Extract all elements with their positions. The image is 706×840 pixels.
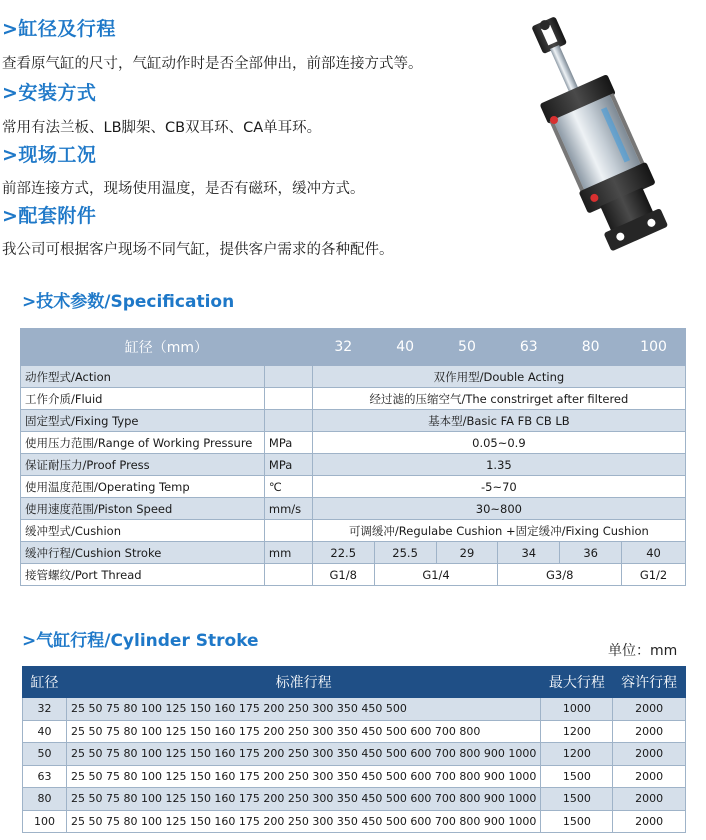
spec-table	[20, 328, 686, 586]
port-thread-100: G1/2	[622, 564, 686, 586]
section-conditions-title: >现场工况	[2, 144, 97, 166]
stroke-max: 1200	[541, 743, 613, 766]
spec-row-unit: mm	[264, 542, 312, 564]
spec-row-fixing-type	[21, 410, 686, 432]
stroke-standard: 25 50 75 80 100 125 150 160 175 200 250 300 350 450 500 600 700 800 900 1000	[66, 743, 540, 766]
spec-row-port-thread	[21, 564, 686, 586]
spec-row-value: -5~70	[312, 476, 685, 498]
spec-row-value: 基本型/Basic FA FB CB LB	[312, 410, 685, 432]
spec-row-label: 使用压力范围/Range of Working Pressure	[21, 432, 265, 454]
spec-row-label: 动作型式/Action	[21, 366, 265, 388]
stroke-max: 1200	[541, 720, 613, 743]
cushion-stroke-50: 29	[436, 542, 498, 564]
unit-note: 单位：mm	[608, 643, 678, 659]
stroke-bore: 32	[23, 698, 67, 721]
spec-row-label: 缓冲型式/Cushion	[21, 520, 265, 542]
stroke-standard: 25 50 75 80 100 125 150 160 175 200 250 300 350 450 500 600 700 800	[66, 720, 540, 743]
cushion-stroke-100: 40	[622, 542, 686, 564]
spec-row-unit: mm/s	[264, 498, 312, 520]
stroke-header-standard: 标准行程	[66, 667, 540, 698]
cushion-stroke-40: 25.5	[374, 542, 436, 564]
spec-row-label: 工作介质/Fluid	[21, 388, 265, 410]
spec-row-value: 可调缓冲/Regulabe Cushion +固定缓冲/Fixing Cushion	[312, 520, 685, 542]
table-row	[23, 765, 686, 788]
table-row	[23, 788, 686, 811]
cushion-stroke-80: 36	[560, 542, 622, 564]
spec-row-unit: MPa	[264, 432, 312, 454]
spec-row-unit	[264, 366, 312, 388]
stroke-allowed: 2000	[613, 765, 686, 788]
section-bore-stroke-text: 查看原气缸的尺寸，气缸动作时是否全部伸出，前部连接方式等。	[2, 56, 423, 72]
spec-row-unit: ℃	[264, 476, 312, 498]
spec-bore-63: 63	[498, 329, 560, 366]
section-accessories-title: >配套附件	[2, 205, 97, 227]
stroke-allowed: 2000	[613, 810, 686, 833]
section-mounting-title: >安装方式	[2, 82, 97, 104]
spec-bore-32: 32	[312, 329, 374, 366]
stroke-header-row	[23, 667, 686, 698]
spec-row-unit	[264, 520, 312, 542]
section-accessories-text: 我公司可根据客户现场不同气缸，提供客户需求的各种配件。	[2, 242, 394, 258]
spec-row-cushion-stroke	[21, 542, 686, 564]
stroke-allowed: 2000	[613, 788, 686, 811]
port-thread-32: G1/8	[312, 564, 374, 586]
spec-row-unit	[264, 388, 312, 410]
section-mounting-text: 常用有法兰板、LB脚架、CB双耳环、CA单耳环。	[2, 120, 322, 136]
table-row	[23, 720, 686, 743]
spec-row-value: 30~800	[312, 498, 685, 520]
stroke-header-bore: 缸径	[23, 667, 67, 698]
stroke-max: 1500	[541, 810, 613, 833]
spec-row-operating-temp	[21, 476, 686, 498]
table-row	[23, 743, 686, 766]
stroke-max: 1500	[541, 788, 613, 811]
stroke-bore: 100	[23, 810, 67, 833]
spec-row-value: 经过滤的压缩空气/The constrirget after filtered	[312, 388, 685, 410]
stroke-bore: 80	[23, 788, 67, 811]
spec-row-value: 双作用型/Double Acting	[312, 366, 685, 388]
spec-row-piston-speed	[21, 498, 686, 520]
spec-row-working-pressure	[21, 432, 686, 454]
spec-row-unit	[264, 410, 312, 432]
spec-row-action	[21, 366, 686, 388]
spec-row-unit	[264, 564, 312, 586]
spec-heading: >技术参数/Specification	[22, 292, 235, 312]
section-bore-stroke-title: >缸径及行程	[2, 18, 116, 40]
stroke-heading: >气缸行程/Cylinder Stroke	[22, 631, 259, 651]
section-conditions-text: 前部连接方式，现场使用温度，是否有磁环，缓冲方式。	[2, 181, 365, 197]
stroke-standard: 25 50 75 80 100 125 150 160 175 200 250 300 350 450 500	[66, 698, 540, 721]
stroke-allowed: 2000	[613, 698, 686, 721]
spec-row-label: 使用温度范围/Operating Temp	[21, 476, 265, 498]
spec-row-label: 接管螺纹/Port Thread	[21, 564, 265, 586]
port-thread-40-50: G1/4	[374, 564, 498, 586]
cushion-stroke-32: 22.5	[312, 542, 374, 564]
spec-header-row	[21, 329, 686, 366]
stroke-header-allowed: 容许行程	[613, 667, 686, 698]
spec-bore-80: 80	[560, 329, 622, 366]
spec-row-fluid	[21, 388, 686, 410]
port-thread-63-80: G3/8	[498, 564, 622, 586]
stroke-standard: 25 50 75 80 100 125 150 160 175 200 250 300 350 450 500 600 700 800 900 1000	[66, 788, 540, 811]
spec-row-label: 固定型式/Fixing Type	[21, 410, 265, 432]
stroke-standard: 25 50 75 80 100 125 150 160 175 200 250 300 350 450 500 600 700 800 900 1000	[66, 810, 540, 833]
stroke-allowed: 2000	[613, 743, 686, 766]
stroke-standard: 25 50 75 80 100 125 150 160 175 200 250 300 350 450 500 600 700 800 900 1000	[66, 765, 540, 788]
stroke-bore: 63	[23, 765, 67, 788]
spec-row-label: 使用速度范围/Piston Speed	[21, 498, 265, 520]
stroke-table	[22, 666, 686, 833]
spec-row-proof-press	[21, 454, 686, 476]
stroke-allowed: 2000	[613, 720, 686, 743]
spec-bore-40: 40	[374, 329, 436, 366]
spec-bore-100: 100	[622, 329, 686, 366]
spec-bore-50: 50	[436, 329, 498, 366]
table-row	[23, 698, 686, 721]
pneumatic-cylinder-illustration	[510, 8, 680, 258]
spec-row-cushion	[21, 520, 686, 542]
stroke-max: 1000	[541, 698, 613, 721]
stroke-header-max: 最大行程	[541, 667, 613, 698]
spec-row-unit: MPa	[264, 454, 312, 476]
spec-row-label: 缓冲行程/Cushion Stroke	[21, 542, 265, 564]
spec-bore-label: 缸径（mm）	[21, 329, 313, 366]
stroke-bore: 50	[23, 743, 67, 766]
spec-row-label: 保证耐压力/Proof Press	[21, 454, 265, 476]
stroke-max: 1500	[541, 765, 613, 788]
spec-row-value: 1.35	[312, 454, 685, 476]
stroke-bore: 40	[23, 720, 67, 743]
cushion-stroke-63: 34	[498, 542, 560, 564]
table-row	[23, 810, 686, 833]
spec-row-value: 0.05~0.9	[312, 432, 685, 454]
